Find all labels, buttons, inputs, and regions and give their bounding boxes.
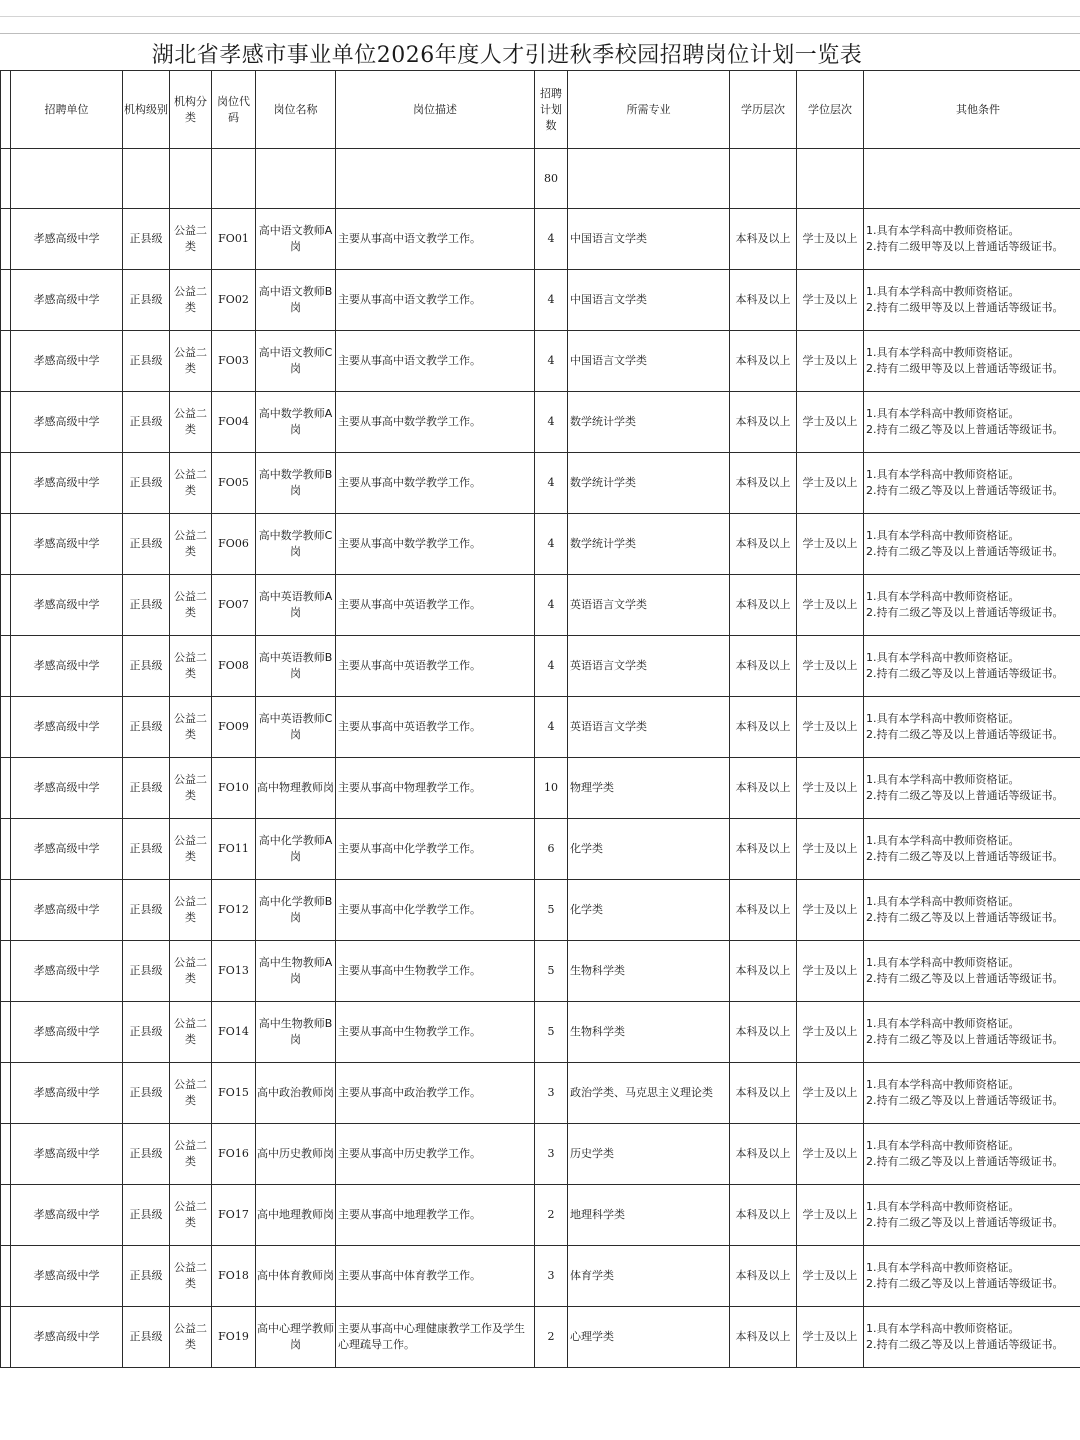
condition-line: 2.持有二级乙等及以上普通话等级证书。 [866,606,1064,619]
cell-position: 高中语文教师A岗 [256,209,336,270]
cell-category: 公益二类 [170,514,212,575]
cell-degree: 学士及以上 [797,1246,864,1307]
cell-degree: 学士及以上 [797,392,864,453]
cell-position: 高中语文教师B岗 [256,270,336,331]
condition-line: 1.具有本学科高中教师资格证。 [866,346,1020,359]
cell-category: 公益二类 [170,758,212,819]
cell-category: 公益二类 [170,392,212,453]
cell-degree: 学士及以上 [797,270,864,331]
condition-line: 2.持有二级乙等及以上普通话等级证书。 [866,789,1064,802]
cell-count: 3 [535,1063,568,1124]
table-row [1,941,1080,1002]
cell-code: FO01 [212,209,256,270]
header-count: 招聘计划数 [535,71,568,149]
cell-code: FO06 [212,514,256,575]
cell-description: 主要从事高中化学教学工作。 [336,880,535,941]
header-level: 机构级别 [123,71,170,149]
cell-unit: 孝感高级中学 [11,392,123,453]
cell-description: 主要从事高中政治教学工作。 [336,1063,535,1124]
cell-count: 4 [535,697,568,758]
header-category: 机构分类 [170,71,212,149]
cell-description: 主要从事高中数学教学工作。 [336,392,535,453]
cell-code: FO07 [212,575,256,636]
cell-code: FO10 [212,758,256,819]
condition-line: 2.持有二级乙等及以上普通话等级证书。 [866,911,1064,924]
cell-other [864,392,1080,453]
top-divider [0,16,1080,17]
cell-level: 正县级 [123,697,170,758]
cell-category: 公益二类 [170,1185,212,1246]
cell-education: 本科及以上 [730,636,797,697]
cell-position: 高中英语教师C岗 [256,697,336,758]
cell-major: 英语语言文学类 [568,575,730,636]
cell-count: 5 [535,1002,568,1063]
condition-line: 2.持有二级乙等及以上普通话等级证书。 [866,423,1064,436]
cell-description: 主要从事高中体育教学工作。 [336,1246,535,1307]
cell-code: FO02 [212,270,256,331]
cell-major: 历史学类 [568,1124,730,1185]
cell-unit: 孝感高级中学 [11,453,123,514]
cell-other [864,575,1080,636]
table-row [1,575,1080,636]
cell-other [864,1063,1080,1124]
condition-line: 1.具有本学科高中教师资格证。 [866,1200,1020,1213]
cell-unit: 孝感高级中学 [11,575,123,636]
cell-major: 化学类 [568,819,730,880]
cell-other [864,453,1080,514]
cell-degree: 学士及以上 [797,819,864,880]
cell-position: 高中数学教师B岗 [256,453,336,514]
cell-level: 正县级 [123,453,170,514]
cell-major: 政治学类、马克思主义理论类 [568,1063,730,1124]
cell-count: 5 [535,941,568,1002]
cell-unit: 孝感高级中学 [11,1063,123,1124]
cell-unit: 孝感高级中学 [11,941,123,1002]
condition-line: 2.持有二级乙等及以上普通话等级证书。 [866,1155,1064,1168]
cell-unit: 孝感高级中学 [11,697,123,758]
cell-code: FO19 [212,1307,256,1368]
cell-degree: 学士及以上 [797,1124,864,1185]
cell-education: 本科及以上 [730,514,797,575]
cell-major: 生物科学类 [568,941,730,1002]
cell-count: 10 [535,758,568,819]
cell-position: 高中英语教师B岗 [256,636,336,697]
cell-code: FO05 [212,453,256,514]
cell-degree: 学士及以上 [797,1307,864,1368]
cell-count: 2 [535,1185,568,1246]
cell-education: 本科及以上 [730,453,797,514]
cell-position: 高中生物教师B岗 [256,1002,336,1063]
cell-category: 公益二类 [170,880,212,941]
cell-category: 公益二类 [170,331,212,392]
title-row [0,33,1080,70]
cell-education: 本科及以上 [730,270,797,331]
cell-level: 正县级 [123,880,170,941]
header-unit: 招聘单位 [11,71,123,149]
condition-line: 1.具有本学科高中教师资格证。 [866,1017,1020,1030]
cell-other [864,331,1080,392]
table-row [1,758,1080,819]
cell-level: 正县级 [123,636,170,697]
cell-degree: 学士及以上 [797,758,864,819]
cell-count: 3 [535,1124,568,1185]
table-row [1,1063,1080,1124]
cell-major: 地理科学类 [568,1185,730,1246]
cell-education: 本科及以上 [730,941,797,1002]
cell-description: 主要从事高中数学教学工作。 [336,514,535,575]
cell-major: 中国语言文学类 [568,331,730,392]
cell-education: 本科及以上 [730,392,797,453]
condition-line: 2.持有二级甲等及以上普通话等级证书。 [866,362,1064,375]
cell-code: FO13 [212,941,256,1002]
cell-unit: 孝感高级中学 [11,758,123,819]
header-major: 所需专业 [568,71,730,149]
cell-level: 正县级 [123,1185,170,1246]
cell-level: 正县级 [123,1124,170,1185]
cell-degree: 学士及以上 [797,697,864,758]
cell-unit: 孝感高级中学 [11,514,123,575]
table-row [1,514,1080,575]
cell-major: 英语语言文学类 [568,697,730,758]
condition-line: 2.持有二级乙等及以上普通话等级证书。 [866,850,1064,863]
condition-line: 1.具有本学科高中教师资格证。 [866,529,1020,542]
cell-category: 公益二类 [170,1124,212,1185]
table-row [1,453,1080,514]
cell-education: 本科及以上 [730,880,797,941]
header-position: 岗位名称 [256,71,336,149]
cell-category: 公益二类 [170,1063,212,1124]
cell-description: 主要从事高中心理健康教学工作及学生心理疏导工作。 [336,1307,535,1368]
cell-education: 本科及以上 [730,1063,797,1124]
table-row [1,1307,1080,1368]
condition-line: 1.具有本学科高中教师资格证。 [866,407,1020,420]
condition-line: 2.持有二级甲等及以上普通话等级证书。 [866,240,1064,253]
cell-degree: 学士及以上 [797,1185,864,1246]
cell-unit: 孝感高级中学 [11,1185,123,1246]
cell-unit: 孝感高级中学 [11,636,123,697]
cell-count: 4 [535,209,568,270]
cell-other [864,1002,1080,1063]
table-row [1,636,1080,697]
cell-level: 正县级 [123,392,170,453]
condition-line: 1.具有本学科高中教师资格证。 [866,1078,1020,1091]
cell-count: 2 [535,1307,568,1368]
condition-line: 1.具有本学科高中教师资格证。 [866,712,1020,725]
cell-education: 本科及以上 [730,1307,797,1368]
cell-description: 主要从事高中英语教学工作。 [336,697,535,758]
table-row [1,209,1080,270]
cell-education: 本科及以上 [730,331,797,392]
cell-position: 高中体育教师岗 [256,1246,336,1307]
cell-count: 4 [535,514,568,575]
cell-description: 主要从事高中英语教学工作。 [336,575,535,636]
cell-degree: 学士及以上 [797,514,864,575]
cell-major: 体育学类 [568,1246,730,1307]
cell-code: FO15 [212,1063,256,1124]
cell-major: 英语语言文学类 [568,636,730,697]
cell-count: 4 [535,575,568,636]
cell-education: 本科及以上 [730,1185,797,1246]
cell-other [864,1124,1080,1185]
condition-line: 2.持有二级乙等及以上普通话等级证书。 [866,728,1064,741]
condition-line: 2.持有二级乙等及以上普通话等级证书。 [866,484,1064,497]
cell-position: 高中心理学教师岗 [256,1307,336,1368]
cell-degree: 学士及以上 [797,331,864,392]
cell-education: 本科及以上 [730,758,797,819]
cell-code: FO16 [212,1124,256,1185]
cell-level: 正县级 [123,1307,170,1368]
recruitment-table [0,70,1080,1368]
condition-line: 2.持有二级乙等及以上普通话等级证书。 [866,1094,1064,1107]
cell-level: 正县级 [123,819,170,880]
cell-other [864,636,1080,697]
cell-unit: 孝感高级中学 [11,1002,123,1063]
condition-line: 2.持有二级乙等及以上普通话等级证书。 [866,1338,1064,1351]
table-row [1,1124,1080,1185]
cell-education: 本科及以上 [730,1246,797,1307]
cell-code: FO09 [212,697,256,758]
cell-count: 5 [535,880,568,941]
cell-position: 高中历史教师岗 [256,1124,336,1185]
cell-degree: 学士及以上 [797,1002,864,1063]
total-count: 80 [535,149,568,209]
cell-education: 本科及以上 [730,819,797,880]
table-row [1,880,1080,941]
cell-count: 4 [535,636,568,697]
condition-line: 2.持有二级甲等及以上普通话等级证书。 [866,301,1064,314]
cell-description: 主要从事高中地理教学工作。 [336,1185,535,1246]
cell-description: 主要从事高中物理教学工作。 [336,758,535,819]
cell-position: 高中化学教师B岗 [256,880,336,941]
condition-line: 2.持有二级乙等及以上普通话等级证书。 [866,1033,1064,1046]
cell-code: FO03 [212,331,256,392]
table-row [1,331,1080,392]
condition-line: 1.具有本学科高中教师资格证。 [866,1322,1020,1335]
table-row [1,392,1080,453]
cell-major: 心理学类 [568,1307,730,1368]
condition-line: 1.具有本学科高中教师资格证。 [866,285,1020,298]
condition-line: 2.持有二级乙等及以上普通话等级证书。 [866,667,1064,680]
cell-description: 主要从事高中语文教学工作。 [336,270,535,331]
cell-other [864,758,1080,819]
table-row [1,819,1080,880]
cell-unit: 孝感高级中学 [11,880,123,941]
condition-line: 1.具有本学科高中教师资格证。 [866,224,1020,237]
cell-description: 主要从事高中英语教学工作。 [336,636,535,697]
cell-level: 正县级 [123,758,170,819]
cell-unit: 孝感高级中学 [11,270,123,331]
cell-description: 主要从事高中语文教学工作。 [336,209,535,270]
cell-level: 正县级 [123,1246,170,1307]
header-education: 学历层次 [730,71,797,149]
cell-level: 正县级 [123,209,170,270]
cell-code: FO18 [212,1246,256,1307]
cell-category: 公益二类 [170,1307,212,1368]
cell-education: 本科及以上 [730,697,797,758]
condition-line: 1.具有本学科高中教师资格证。 [866,1261,1020,1274]
header-description: 岗位描述 [336,71,535,149]
header-degree: 学位层次 [797,71,864,149]
cell-description: 主要从事高中化学教学工作。 [336,819,535,880]
cell-position: 高中物理教师岗 [256,758,336,819]
cell-category: 公益二类 [170,1246,212,1307]
cell-degree: 学士及以上 [797,941,864,1002]
cell-degree: 学士及以上 [797,1063,864,1124]
cell-unit: 孝感高级中学 [11,331,123,392]
cell-level: 正县级 [123,575,170,636]
cell-other [864,514,1080,575]
cell-count: 6 [535,819,568,880]
header-row [1,71,1080,149]
cell-code: FO11 [212,819,256,880]
cell-major: 数学统计学类 [568,453,730,514]
cell-category: 公益二类 [170,1002,212,1063]
cell-major: 中国语言文学类 [568,270,730,331]
cell-description: 主要从事高中生物教学工作。 [336,1002,535,1063]
cell-other [864,270,1080,331]
cell-major: 化学类 [568,880,730,941]
cell-other [864,1307,1080,1368]
cell-category: 公益二类 [170,209,212,270]
cell-position: 高中数学教师C岗 [256,514,336,575]
cell-major: 物理学类 [568,758,730,819]
cell-other [864,1185,1080,1246]
cell-degree: 学士及以上 [797,209,864,270]
condition-line: 1.具有本学科高中教师资格证。 [866,773,1020,786]
cell-category: 公益二类 [170,819,212,880]
cell-position: 高中语文教师C岗 [256,331,336,392]
cell-code: FO14 [212,1002,256,1063]
cell-code: FO08 [212,636,256,697]
cell-code: FO12 [212,880,256,941]
condition-line: 1.具有本学科高中教师资格证。 [866,651,1020,664]
cell-level: 正县级 [123,331,170,392]
cell-count: 4 [535,270,568,331]
condition-line: 2.持有二级乙等及以上普通话等级证书。 [866,972,1064,985]
cell-degree: 学士及以上 [797,636,864,697]
cell-category: 公益二类 [170,270,212,331]
table-row [1,1185,1080,1246]
condition-line: 1.具有本学科高中教师资格证。 [866,834,1020,847]
cell-level: 正县级 [123,941,170,1002]
cell-education: 本科及以上 [730,1124,797,1185]
cell-level: 正县级 [123,514,170,575]
document-title: 湖北省孝感市事业单位2026年度人才引进秋季校园招聘岗位计划一览表 [151,43,863,68]
header-other: 其他条件 [864,71,1080,149]
header-code: 岗位代码 [212,71,256,149]
header-blank [1,71,11,149]
cell-position: 高中化学教师A岗 [256,819,336,880]
cell-unit: 孝感高级中学 [11,209,123,270]
cell-other [864,209,1080,270]
cell-other [864,697,1080,758]
cell-degree: 学士及以上 [797,575,864,636]
cell-unit: 孝感高级中学 [11,1124,123,1185]
cell-category: 公益二类 [170,697,212,758]
cell-description: 主要从事高中语文教学工作。 [336,331,535,392]
total-row [1,149,1080,209]
condition-line: 1.具有本学科高中教师资格证。 [866,590,1020,603]
cell-count: 4 [535,392,568,453]
cell-code: FO17 [212,1185,256,1246]
cell-degree: 学士及以上 [797,880,864,941]
cell-description: 主要从事高中数学教学工作。 [336,453,535,514]
cell-category: 公益二类 [170,941,212,1002]
cell-unit: 孝感高级中学 [11,1246,123,1307]
table-row [1,1246,1080,1307]
cell-other [864,941,1080,1002]
cell-count: 3 [535,1246,568,1307]
cell-education: 本科及以上 [730,1002,797,1063]
condition-line: 2.持有二级乙等及以上普通话等级证书。 [866,1216,1064,1229]
cell-degree: 学士及以上 [797,453,864,514]
cell-description: 主要从事高中历史教学工作。 [336,1124,535,1185]
condition-line: 1.具有本学科高中教师资格证。 [866,895,1020,908]
cell-education: 本科及以上 [730,575,797,636]
table-row [1,270,1080,331]
cell-other [864,880,1080,941]
cell-count: 4 [535,453,568,514]
cell-level: 正县级 [123,270,170,331]
cell-position: 高中数学教师A岗 [256,392,336,453]
cell-major: 生物科学类 [568,1002,730,1063]
cell-major: 数学统计学类 [568,514,730,575]
cell-description: 主要从事高中生物教学工作。 [336,941,535,1002]
cell-level: 正县级 [123,1063,170,1124]
condition-line: 2.持有二级乙等及以上普通话等级证书。 [866,545,1064,558]
cell-position: 高中政治教师岗 [256,1063,336,1124]
cell-major: 中国语言文学类 [568,209,730,270]
cell-education: 本科及以上 [730,209,797,270]
condition-line: 1.具有本学科高中教师资格证。 [866,1139,1020,1152]
cell-position: 高中英语教师A岗 [256,575,336,636]
table-row [1,1002,1080,1063]
cell-position: 高中生物教师A岗 [256,941,336,1002]
cell-unit: 孝感高级中学 [11,819,123,880]
cell-category: 公益二类 [170,575,212,636]
cell-category: 公益二类 [170,453,212,514]
cell-category: 公益二类 [170,636,212,697]
condition-line: 1.具有本学科高中教师资格证。 [866,468,1020,481]
cell-position: 高中地理教师岗 [256,1185,336,1246]
cell-other [864,1246,1080,1307]
table-row [1,697,1080,758]
condition-line: 1.具有本学科高中教师资格证。 [866,956,1020,969]
cell-level: 正县级 [123,1002,170,1063]
cell-count: 4 [535,331,568,392]
cell-code: FO04 [212,392,256,453]
cell-unit: 孝感高级中学 [11,1307,123,1368]
condition-line: 2.持有二级乙等及以上普通话等级证书。 [866,1277,1064,1290]
cell-major: 数学统计学类 [568,392,730,453]
cell-other [864,819,1080,880]
